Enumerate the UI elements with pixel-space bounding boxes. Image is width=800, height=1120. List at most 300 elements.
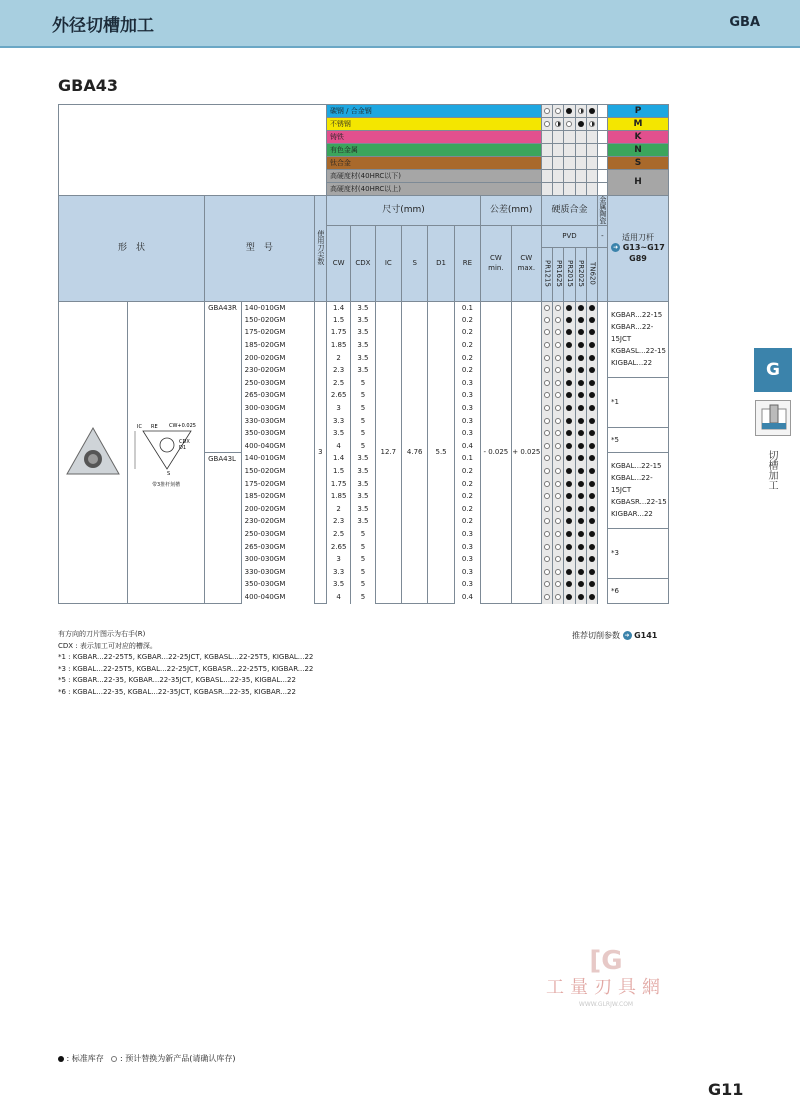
cdx-value: 5 bbox=[351, 553, 375, 566]
cw-value: 2.3 bbox=[326, 516, 350, 529]
page-number: G11 bbox=[708, 1080, 744, 1099]
grade-mark bbox=[542, 579, 553, 592]
grade-mark bbox=[575, 352, 586, 365]
legend-std: : 标准库存 bbox=[66, 1054, 104, 1063]
cwmax-value: + 0.025 bbox=[511, 302, 542, 604]
open-circle-icon bbox=[555, 518, 561, 524]
grade-mark bbox=[564, 314, 575, 327]
grade-mark bbox=[542, 364, 553, 377]
grade-mark bbox=[586, 415, 597, 428]
model-size: 250-030GM bbox=[241, 377, 314, 390]
filled-dot-icon bbox=[589, 405, 595, 411]
holder-line: KIGBAR...22 bbox=[610, 510, 653, 519]
series-cell bbox=[205, 377, 242, 390]
holder-line: KGBAR...22-15JCT bbox=[610, 323, 654, 344]
open-circle-icon bbox=[544, 355, 550, 361]
open-circle-icon bbox=[544, 108, 550, 114]
filled-dot-icon bbox=[578, 443, 584, 449]
open-circle-icon bbox=[544, 121, 550, 127]
grade-mark bbox=[542, 402, 553, 415]
cw-value: 1.5 bbox=[326, 314, 350, 327]
grade-mark bbox=[564, 440, 575, 453]
filled-dot-icon bbox=[566, 305, 572, 311]
filled-dot-icon bbox=[578, 531, 584, 537]
page-header bbox=[0, 0, 800, 46]
open-circle-icon bbox=[544, 594, 550, 600]
cdx-value: 5 bbox=[351, 415, 375, 428]
cw-value: 3.5 bbox=[326, 427, 350, 440]
grade-mark bbox=[542, 118, 553, 131]
series-cell: GBA43R bbox=[205, 302, 242, 315]
grade-mark bbox=[542, 453, 553, 466]
open-circle-icon bbox=[544, 367, 550, 373]
filled-dot-icon bbox=[589, 468, 595, 474]
grade-mark bbox=[564, 118, 575, 131]
filled-dot-icon bbox=[589, 443, 595, 449]
grade-gap bbox=[597, 541, 607, 554]
material-letter: N bbox=[607, 144, 668, 157]
grade-mark bbox=[575, 402, 586, 415]
grade-mark bbox=[553, 327, 564, 340]
model-size: 265-030GM bbox=[241, 390, 314, 403]
grade-mark bbox=[553, 390, 564, 403]
material-gap bbox=[597, 170, 607, 183]
grade-mark bbox=[586, 440, 597, 453]
holder-line: KGBAR...22-15 bbox=[610, 311, 663, 320]
material-gap bbox=[597, 157, 607, 170]
drawing-caption: 带3推杆刻槽 bbox=[151, 482, 181, 489]
side-tab-letter[interactable]: G bbox=[754, 348, 792, 392]
open-circle-icon bbox=[555, 380, 561, 386]
material-gap bbox=[597, 144, 607, 157]
filled-dot-icon bbox=[578, 455, 584, 461]
open-circle-icon bbox=[555, 506, 561, 512]
carbide-header: 硬质合金 bbox=[542, 196, 598, 226]
cdx-value: 3.5 bbox=[351, 352, 375, 365]
re-value: 0.1 bbox=[454, 453, 480, 466]
model-size: 250-030GM bbox=[241, 528, 314, 541]
holder-ref[interactable]: ➜ G13~G17 bbox=[613, 243, 665, 253]
holder-line: KGBASR...22-15 bbox=[610, 498, 667, 507]
holder-line: *3 bbox=[610, 549, 619, 558]
filled-dot-icon bbox=[589, 329, 595, 335]
grade-mark bbox=[553, 440, 564, 453]
open-circle-icon bbox=[111, 1056, 117, 1062]
open-circle-icon bbox=[555, 355, 561, 361]
col-header: RE bbox=[454, 226, 480, 302]
grade-mark bbox=[575, 528, 586, 541]
holder-cell bbox=[607, 302, 668, 378]
grade-mark bbox=[564, 352, 575, 365]
re-value: 0.2 bbox=[454, 478, 480, 491]
grade-mark bbox=[553, 131, 564, 144]
grade-header: PR1215 bbox=[542, 248, 553, 302]
series-cell bbox=[205, 415, 242, 428]
grade-mark bbox=[564, 516, 575, 529]
grade-mark bbox=[542, 503, 553, 516]
grade-gap bbox=[597, 377, 607, 390]
re-value: 0.2 bbox=[454, 465, 480, 478]
holder-cell bbox=[607, 377, 668, 427]
open-circle-icon bbox=[555, 481, 561, 487]
model-size: 140-010GM bbox=[241, 453, 314, 466]
grade-mark bbox=[575, 415, 586, 428]
grade-mark bbox=[542, 327, 553, 340]
filled-dot-icon bbox=[578, 418, 584, 424]
open-circle-icon bbox=[555, 544, 561, 550]
open-circle-icon bbox=[544, 443, 550, 449]
d1-value: 5.5 bbox=[428, 302, 454, 604]
watermark-url: WWW.GLRJW.COM bbox=[578, 1001, 634, 1008]
grade-gap bbox=[597, 453, 607, 466]
material-gap bbox=[597, 118, 607, 131]
cdx-value: 5 bbox=[351, 377, 375, 390]
open-circle-icon bbox=[544, 392, 550, 398]
re-value: 0.2 bbox=[454, 327, 480, 340]
filled-dot-icon bbox=[589, 380, 595, 386]
grade-mark bbox=[564, 157, 575, 170]
filled-dot-icon bbox=[578, 355, 584, 361]
filled-dot-icon bbox=[589, 493, 595, 499]
grade-mark bbox=[586, 364, 597, 377]
open-circle-icon bbox=[544, 305, 550, 311]
grade-mark bbox=[564, 183, 575, 196]
holder-cell bbox=[607, 528, 668, 578]
series-cell bbox=[205, 390, 242, 403]
grade-mark bbox=[553, 591, 564, 604]
grade-mark bbox=[575, 144, 586, 157]
grade-mark bbox=[586, 402, 597, 415]
material-letter: P bbox=[607, 105, 668, 118]
grade-mark bbox=[575, 440, 586, 453]
cdx-value: 3.5 bbox=[351, 327, 375, 340]
recommend-label: 推荐切削参数 bbox=[572, 631, 620, 640]
holder-cell bbox=[607, 453, 668, 529]
footnote-line: *3 : KGBAL...22-25T5, KGBAL...22-25JCT, KGBASR...22-25T5, KIGBAR...22 bbox=[58, 664, 314, 673]
grade-gap bbox=[597, 553, 607, 566]
open-circle-icon bbox=[544, 518, 550, 524]
cw-value: 2.5 bbox=[326, 528, 350, 541]
cw-value: 1.4 bbox=[326, 453, 350, 466]
header-code: GBA bbox=[729, 15, 760, 30]
insert-photo bbox=[59, 302, 128, 604]
grade-mark bbox=[586, 105, 597, 118]
holder-ref2[interactable]: G89 bbox=[629, 253, 647, 263]
grade-mark bbox=[553, 402, 564, 415]
grade-mark bbox=[564, 453, 575, 466]
open-circle-icon bbox=[544, 380, 550, 386]
half-circle-icon bbox=[578, 108, 584, 114]
filled-dot-icon bbox=[589, 317, 595, 323]
grade-mark bbox=[575, 553, 586, 566]
model-size: 350-030GM bbox=[241, 579, 314, 592]
col-header: IC bbox=[375, 226, 401, 302]
series-cell bbox=[205, 352, 242, 365]
open-circle-icon bbox=[555, 108, 561, 114]
grade-mark bbox=[542, 352, 553, 365]
grade-mark bbox=[575, 566, 586, 579]
material-letter: H bbox=[607, 170, 668, 196]
grade-mark bbox=[553, 352, 564, 365]
holder-label: 适用刀杆 bbox=[621, 232, 654, 242]
grade-mark bbox=[564, 339, 575, 352]
grade-gap bbox=[597, 516, 607, 529]
series-cell bbox=[205, 490, 242, 503]
grade-mark bbox=[586, 157, 597, 170]
cdx-value: 5 bbox=[351, 427, 375, 440]
material-name: 有色金属 bbox=[326, 144, 541, 157]
grade-mark bbox=[586, 377, 597, 390]
side-tab-label: 切槽加工 bbox=[766, 450, 777, 490]
model-size: 300-030GM bbox=[241, 553, 314, 566]
grade-mark bbox=[542, 465, 553, 478]
cw-value: 3.5 bbox=[326, 579, 350, 592]
re-value: 0.3 bbox=[454, 402, 480, 415]
grade-gap bbox=[597, 427, 607, 440]
cdx-value: 5 bbox=[351, 566, 375, 579]
grade-mark bbox=[586, 528, 597, 541]
grade-mark bbox=[586, 390, 597, 403]
open-circle-icon bbox=[544, 531, 550, 537]
model-size: 330-030GM bbox=[241, 415, 314, 428]
filled-dot-icon bbox=[578, 556, 584, 562]
grade-mark bbox=[553, 566, 564, 579]
shape-header: 形 状 bbox=[59, 196, 205, 302]
material-gap bbox=[597, 105, 607, 118]
filled-dot-icon bbox=[578, 392, 584, 398]
series-cell bbox=[205, 503, 242, 516]
model-size: 400-040GM bbox=[241, 591, 314, 604]
grade-mark bbox=[564, 427, 575, 440]
col-header: D1 bbox=[428, 226, 454, 302]
grade-mark bbox=[553, 170, 564, 183]
filled-dot-icon bbox=[578, 121, 584, 127]
edges-value: 3 bbox=[314, 302, 326, 604]
filled-dot-icon bbox=[589, 342, 595, 348]
filled-dot-icon bbox=[578, 305, 584, 311]
open-circle-icon bbox=[555, 455, 561, 461]
filled-dot-icon bbox=[578, 367, 584, 373]
grade-mark bbox=[553, 118, 564, 131]
grade-mark bbox=[553, 364, 564, 377]
filled-dot-icon bbox=[578, 481, 584, 487]
cw-value: 2.5 bbox=[326, 377, 350, 390]
grade-mark bbox=[542, 427, 553, 440]
grade-mark bbox=[586, 478, 597, 491]
open-circle-icon bbox=[555, 581, 561, 587]
cw-value: 2.3 bbox=[326, 364, 350, 377]
holder-line: *5 bbox=[610, 436, 619, 445]
insert-drawing bbox=[128, 302, 205, 604]
filled-dot-icon bbox=[566, 518, 572, 524]
material-letter: S bbox=[607, 157, 668, 170]
cdx-value: 5 bbox=[351, 402, 375, 415]
filled-dot-icon bbox=[589, 355, 595, 361]
filled-dot-icon bbox=[566, 569, 572, 575]
filled-dot-icon bbox=[589, 305, 595, 311]
footnote-line: *6 : KGBAL...22-35, KGBAL...22-35JCT, KGBASR...22-35, KIGBAR...22 bbox=[58, 687, 296, 696]
grade-mark bbox=[542, 390, 553, 403]
grade-mark bbox=[542, 528, 553, 541]
footnote-line: 有方向的刀片图示为右手(R) bbox=[58, 630, 146, 638]
re-value: 0.3 bbox=[454, 553, 480, 566]
grade-mark bbox=[575, 390, 586, 403]
series-cell bbox=[205, 402, 242, 415]
grade-mark bbox=[564, 327, 575, 340]
grade-mark bbox=[575, 339, 586, 352]
cdx-value: 3.5 bbox=[351, 453, 375, 466]
grade-mark bbox=[553, 302, 564, 315]
filled-dot-icon bbox=[589, 581, 595, 587]
filled-dot-icon bbox=[566, 506, 572, 512]
model-size: 400-040GM bbox=[241, 440, 314, 453]
grade-gap bbox=[597, 566, 607, 579]
grade-mark bbox=[542, 302, 553, 315]
open-circle-icon bbox=[544, 405, 550, 411]
filled-dot-icon bbox=[578, 329, 584, 335]
series-cell bbox=[205, 566, 242, 579]
cdx-value: 5 bbox=[351, 528, 375, 541]
filled-dot-icon bbox=[566, 544, 572, 550]
svg-text:S: S bbox=[167, 471, 171, 478]
re-value: 0.3 bbox=[454, 415, 480, 428]
cdx-value: 5 bbox=[351, 541, 375, 554]
grade-mark bbox=[575, 314, 586, 327]
grade-mark bbox=[553, 377, 564, 390]
grade-mark bbox=[586, 183, 597, 196]
grade-mark bbox=[564, 478, 575, 491]
series-cell bbox=[205, 465, 242, 478]
svg-text:CDX: CDX bbox=[179, 439, 190, 446]
grade-mark bbox=[564, 490, 575, 503]
cw-value: 1.85 bbox=[326, 490, 350, 503]
filled-dot-icon bbox=[566, 443, 572, 449]
grade-mark bbox=[575, 170, 586, 183]
open-circle-icon bbox=[555, 392, 561, 398]
filled-dot-icon bbox=[589, 481, 595, 487]
grade-mark bbox=[553, 465, 564, 478]
grade-mark bbox=[586, 327, 597, 340]
re-value: 0.3 bbox=[454, 528, 480, 541]
pvd-header: PVD bbox=[542, 226, 598, 248]
grade-mark bbox=[586, 118, 597, 131]
grade-mark bbox=[553, 105, 564, 118]
grade-mark bbox=[586, 503, 597, 516]
cw-value: 1.85 bbox=[326, 339, 350, 352]
open-circle-icon bbox=[544, 544, 550, 550]
re-value: 0.3 bbox=[454, 579, 480, 592]
svg-text:RE: RE bbox=[151, 424, 158, 431]
grade-gap bbox=[597, 490, 607, 503]
filled-dot-icon bbox=[589, 430, 595, 436]
legend-new: : 预计替换为新产品(请确认库存) bbox=[119, 1054, 236, 1063]
grade-mark bbox=[586, 427, 597, 440]
grade-mark bbox=[553, 490, 564, 503]
holder-cell bbox=[607, 579, 668, 604]
cwmin-header: CW min. bbox=[481, 226, 511, 302]
filled-dot-icon bbox=[578, 380, 584, 386]
open-circle-icon bbox=[555, 556, 561, 562]
grade-mark bbox=[553, 478, 564, 491]
filled-dot-icon bbox=[589, 392, 595, 398]
grade-mark bbox=[553, 528, 564, 541]
open-circle-icon bbox=[544, 455, 550, 461]
series-cell bbox=[205, 541, 242, 554]
cdx-value: 5 bbox=[351, 440, 375, 453]
grade-gap bbox=[597, 528, 607, 541]
re-value: 0.2 bbox=[454, 352, 480, 365]
grade-gap bbox=[597, 352, 607, 365]
cdx-value: 3.5 bbox=[351, 339, 375, 352]
filled-dot-icon bbox=[589, 108, 595, 114]
cdx-value: 3.5 bbox=[351, 465, 375, 478]
re-value: 0.2 bbox=[454, 314, 480, 327]
grade-mark bbox=[564, 465, 575, 478]
model-header: 型 号 bbox=[205, 196, 315, 302]
cdx-value: 3.5 bbox=[351, 302, 375, 315]
grade-gap bbox=[597, 591, 607, 604]
grade-gap bbox=[597, 478, 607, 491]
s-value: 4.76 bbox=[402, 302, 428, 604]
open-circle-icon bbox=[555, 367, 561, 373]
recommend-ref[interactable]: G141 bbox=[634, 631, 658, 640]
grade-mark bbox=[575, 478, 586, 491]
open-circle-icon bbox=[555, 305, 561, 311]
arrow-right-icon: ➜ bbox=[624, 632, 630, 639]
grade-mark bbox=[586, 352, 597, 365]
filled-dot-icon bbox=[578, 518, 584, 524]
grade-mark bbox=[553, 415, 564, 428]
filled-dot-icon bbox=[589, 367, 595, 373]
open-circle-icon bbox=[555, 594, 561, 600]
model-size: 185-020GM bbox=[241, 490, 314, 503]
cdx-value: 5 bbox=[351, 579, 375, 592]
cwmin-value: - 0.025 bbox=[481, 302, 511, 604]
model-size: 175-020GM bbox=[241, 478, 314, 491]
recommend-params[interactable] bbox=[572, 630, 657, 641]
half-circle-icon bbox=[589, 121, 595, 127]
grooving-icon bbox=[755, 400, 791, 436]
grade-mark bbox=[564, 105, 575, 118]
filled-dot-icon bbox=[58, 1056, 64, 1062]
cw-value: 4 bbox=[326, 440, 350, 453]
re-value: 0.2 bbox=[454, 339, 480, 352]
model-size: 185-020GM bbox=[241, 339, 314, 352]
filled-dot-icon bbox=[566, 418, 572, 424]
open-circle-icon bbox=[544, 569, 550, 575]
model-size: 200-020GM bbox=[241, 352, 314, 365]
grade-mark bbox=[564, 566, 575, 579]
grade-mark bbox=[553, 541, 564, 554]
open-circle-icon bbox=[544, 481, 550, 487]
grade-mark bbox=[586, 553, 597, 566]
grade-mark bbox=[586, 339, 597, 352]
grade-gap bbox=[597, 364, 607, 377]
series-cell bbox=[205, 528, 242, 541]
grade-mark bbox=[564, 553, 575, 566]
material-name: 钛合金 bbox=[326, 157, 541, 170]
open-circle-icon bbox=[544, 342, 550, 348]
grade-mark bbox=[586, 541, 597, 554]
grade-mark bbox=[542, 170, 553, 183]
series-cell bbox=[205, 327, 242, 340]
holder-line: KGBASL...22-15 bbox=[610, 347, 666, 356]
open-circle-icon bbox=[544, 556, 550, 562]
dash-header: - bbox=[597, 226, 607, 248]
series-cell bbox=[205, 553, 242, 566]
open-circle-icon bbox=[544, 317, 550, 323]
grade-mark bbox=[586, 170, 597, 183]
